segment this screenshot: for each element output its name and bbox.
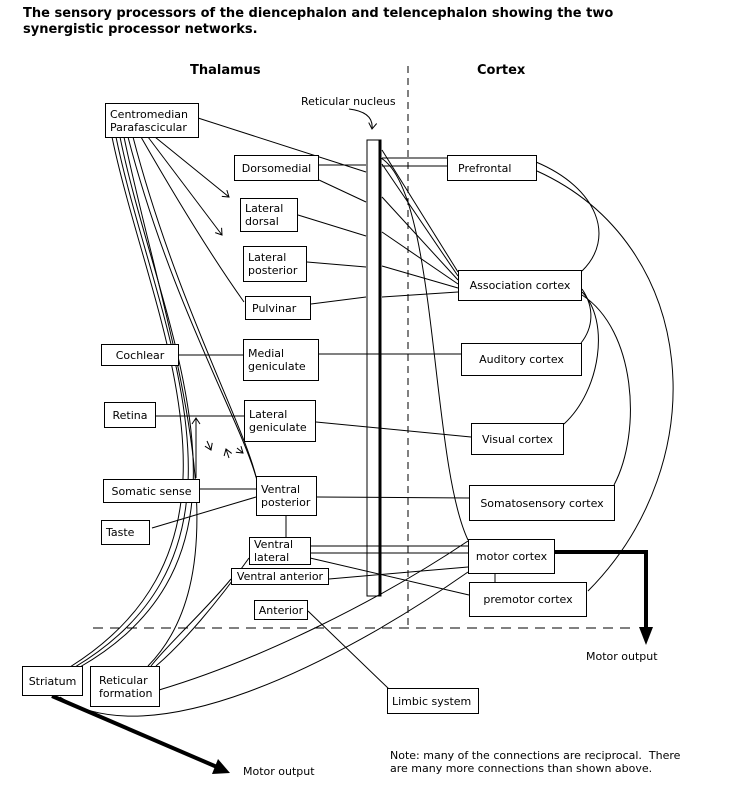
node-somatic-sense: Somatic sense — [103, 479, 200, 503]
node-ventral-lateral: Ventral lateral — [249, 537, 311, 565]
reticular-nucleus-bar — [367, 140, 381, 596]
node-cochlear: Cochlear — [101, 344, 179, 366]
node-taste: Taste — [101, 520, 150, 545]
node-lateral-dorsal: Lateral dorsal — [240, 198, 298, 232]
node-striatum: Striatum — [22, 666, 83, 696]
title-line2: synergistic processor networks. — [23, 22, 258, 37]
node-retina: Retina — [104, 402, 156, 428]
node-prefrontal: Prefrontal — [447, 155, 537, 181]
node-auditory-cortex: Auditory cortex — [461, 343, 582, 376]
diagram-title — [23, 6, 613, 38]
note-text — [390, 749, 680, 775]
node-premotor-cortex: premotor cortex — [469, 582, 587, 617]
motor-output-arrow-striatum — [52, 696, 230, 774]
node-reticular-formation: Reticular formation — [90, 666, 160, 707]
node-lateral-geniculate: Lateral geniculate — [244, 400, 316, 442]
node-motor-cortex: motor cortex — [468, 539, 555, 574]
reticular-nucleus-pointer-arrow — [349, 109, 372, 129]
motor-output-label-striatum: Motor output — [243, 765, 315, 778]
reticular-nucleus-label: Reticular nucleus — [301, 95, 396, 108]
title-line1: The sensory processors of the diencephalon and telencephalon showing the two — [23, 6, 614, 21]
node-medial-geniculate: Medial geniculate — [243, 339, 319, 381]
node-pulvinar: Pulvinar — [245, 296, 311, 320]
note-line1: Note: many of the connections are reciprocal. There — [390, 749, 681, 762]
node-anterior: Anterior — [254, 600, 308, 620]
node-visual-cortex: Visual cortex — [471, 423, 564, 455]
node-ventral-anterior: Ventral anterior — [231, 568, 329, 585]
note-line2: are many more connections than shown above. — [390, 762, 653, 775]
node-centromedian-parafascicular: Centromedian Parafascicular — [105, 103, 199, 138]
header-thalamus: Thalamus — [190, 63, 261, 78]
node-dorsomedial: Dorsomedial — [234, 155, 319, 181]
node-somatosensory-cortex: Somatosensory cortex — [469, 485, 615, 521]
node-ventral-posterior: Ventral posterior — [256, 476, 317, 516]
node-lateral-posterior: Lateral posterior — [243, 246, 307, 282]
node-limbic-system: Limbic system — [387, 688, 479, 714]
node-association-cortex: Association cortex — [458, 270, 582, 301]
header-cortex: Cortex — [477, 63, 526, 78]
motor-output-label-cortex: Motor output — [586, 650, 658, 663]
